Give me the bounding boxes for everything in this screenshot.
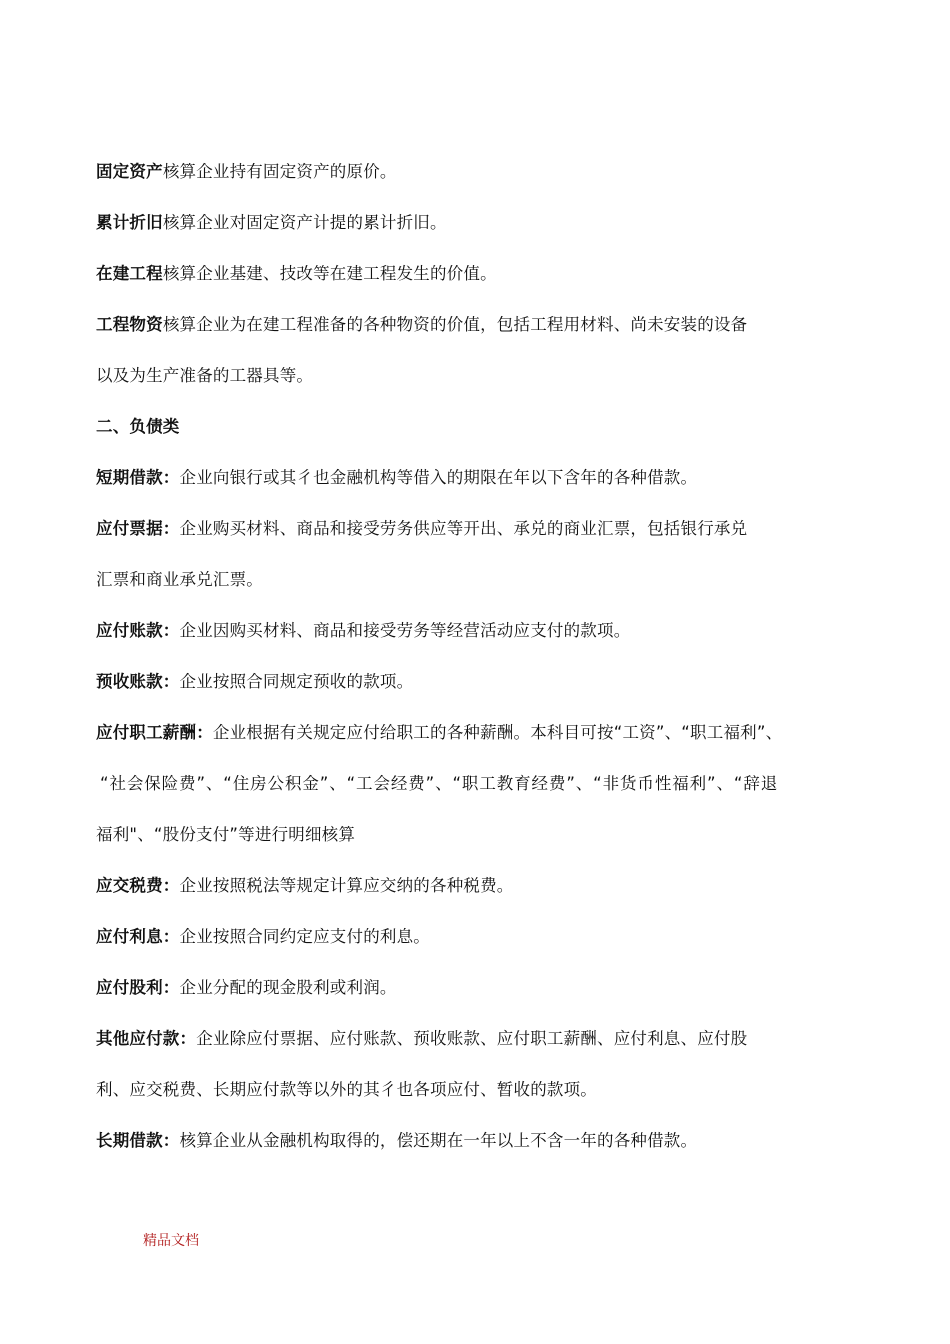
entry-construction-in-progress xyxy=(96,264,497,284)
entry-engineering-materials-cont xyxy=(96,366,313,386)
entry-term: 应交税费： xyxy=(96,876,180,895)
entry-advances-from-customers xyxy=(96,672,413,692)
entry-text: 企业购买材料、商品和接受劳务供应等开出、承兑的商业汇票，包括银行承兑 xyxy=(179,519,748,538)
entry-text: 企业除应付票据、应付账款、预收账款、应付职工薪酬、应付利息、应付股 xyxy=(196,1029,748,1048)
entry-dividends-payable xyxy=(96,978,397,998)
entry-text: 企业按照合同约定应支付的利息。 xyxy=(179,927,430,946)
entry-interest-payable xyxy=(96,927,430,947)
entry-term: 应付账款： xyxy=(96,621,180,640)
entry-notes-payable xyxy=(96,519,747,539)
entry-text: 企业按照合同规定预收的款项。 xyxy=(179,672,414,691)
entry-term: 累计折旧 xyxy=(96,213,163,232)
entry-taxes-payable xyxy=(96,876,514,896)
entry-text: 企业因购买材料、商品和接受劳务等经营活动应支付的款项。 xyxy=(179,621,631,640)
entry-text: 核算企业基建、技改等在建工程发生的价值。 xyxy=(162,264,497,283)
entry-accounts-payable xyxy=(96,621,630,641)
entry-term: 在建工程 xyxy=(96,264,163,283)
section-heading: 二、负债类 xyxy=(96,417,180,436)
entry-text: 企业分配的现金股利或利润。 xyxy=(179,978,397,997)
entry-text: 福利"、“股份支付”等进行明细核算 xyxy=(96,825,356,844)
entry-term: 预收账款： xyxy=(96,672,180,691)
entry-fixed-assets xyxy=(96,162,397,182)
entry-text: 利、应交税费、长期应付款等以外的其彳也各项应付、暂收的款项。 xyxy=(96,1080,597,1099)
entry-term: 固定资产 xyxy=(96,162,163,181)
entry-term: 短期借款： xyxy=(96,468,180,487)
entry-accumulated-depreciation xyxy=(96,213,447,233)
entry-term: 工程物资 xyxy=(96,315,163,334)
entry-long-term-borrowings xyxy=(96,1131,697,1151)
entry-term: 应付职工薪酬： xyxy=(96,723,213,742)
entry-text: 核算企业对固定资产计提的累计折旧。 xyxy=(162,213,447,232)
section-heading-liabilities xyxy=(96,417,180,437)
entry-employee-benefits-payable-cont-1 xyxy=(100,774,778,794)
entry-text: 核算企业为在建工程准备的各种物资的价值，包括工程用材料、尚未安装的设备 xyxy=(162,315,748,334)
entry-text: 汇票和商业承兑汇票。 xyxy=(96,570,263,589)
entry-engineering-materials xyxy=(96,315,747,335)
entry-short-term-borrowings xyxy=(96,468,697,488)
entry-text: 核算企业持有固定资产的原价。 xyxy=(162,162,397,181)
entry-term: 应付股利： xyxy=(96,978,180,997)
entry-employee-benefits-payable-cont-2 xyxy=(96,825,355,845)
entry-term: 应付票据： xyxy=(96,519,180,538)
entry-notes-payable-cont xyxy=(96,570,263,590)
entry-text: 企业向银行或其彳也金融机构等借入的期限在年以下含年的各种借款。 xyxy=(179,468,698,487)
footer-label: 精品文档 xyxy=(143,1233,199,1249)
entry-text: 企业根据有关规定应付给职工的各种薪酬。本科目可按“工资”、“职工福利”、 xyxy=(212,723,783,742)
entry-employee-benefits-payable xyxy=(96,723,782,743)
entry-text: “社会保险费”、“住房公积金”、“工会经费”、“职工教育经费”、“非货币性福利”、“辞退 xyxy=(100,774,779,793)
entry-other-payables xyxy=(96,1029,747,1049)
entry-term: 其他应付款： xyxy=(96,1029,197,1048)
entry-text: 以及为生产准备的工器具等。 xyxy=(96,366,314,385)
entry-term: 应付利息： xyxy=(96,927,180,946)
entry-text: 企业按照税法等规定计算应交纳的各种税费。 xyxy=(179,876,514,895)
entry-other-payables-cont xyxy=(96,1080,597,1100)
entry-term: 长期借款： xyxy=(96,1131,180,1150)
entry-text: 核算企业从金融机构取得的，偿还期在一年以上不含一年的各种借款。 xyxy=(179,1131,698,1150)
